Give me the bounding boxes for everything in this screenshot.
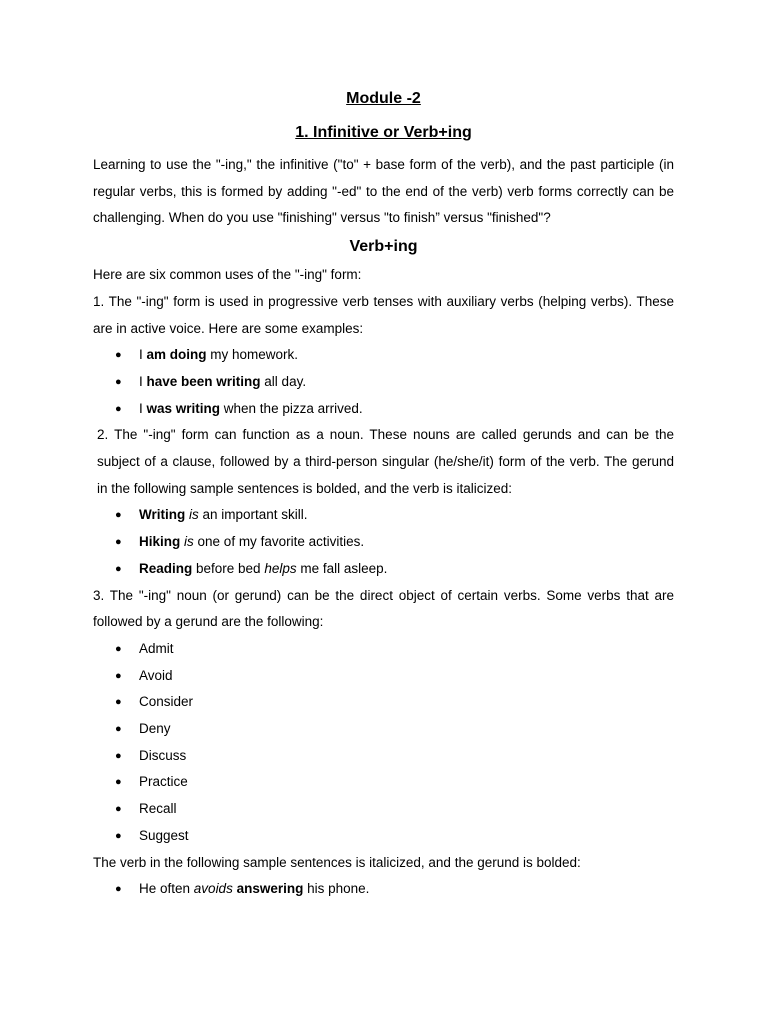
bullet-icon: ● <box>115 509 122 522</box>
bullet-icon: ● <box>115 536 122 549</box>
intro-paragraph: Learning to use the "-ing," the infinitive ("to" + base form of the verb), and the past participle (in regular verbs, this is formed by adding "-ed" to the end of the verb) verb forms correctly can be challenging. When do you use "finishing" versus "to finish” versus "finished"? <box>93 157 674 226</box>
bullet-icon: ● <box>115 375 122 388</box>
bullet-icon: ● <box>115 829 122 842</box>
bullet-icon: ● <box>115 642 122 655</box>
bullet-icon: ● <box>115 696 122 709</box>
list-item: ● Consider <box>93 689 674 716</box>
list-item: ● Recall <box>93 796 674 823</box>
use2-paragraph: 2. The "-ing" form can function as a noun. These nouns are called gerunds and can be the subject of a clause, followed by a third-person singular (he/she/it) form of the verb. The gerund in the following sample sentences is bolded, and the verb is italicized: <box>97 427 674 496</box>
bullet-icon: ● <box>115 669 122 682</box>
bullet-icon: ● <box>115 803 122 816</box>
bullet-icon: ● <box>115 402 122 415</box>
module-title: Module -2 <box>346 90 421 107</box>
list-item: ● Discuss <box>93 743 674 770</box>
list-item: ● Reading before bed helps me fall asleep. <box>93 556 674 583</box>
list-item: ● I have been writing all day. <box>93 369 674 396</box>
list-item: ● I am doing my homework. <box>93 342 674 369</box>
list-item: ● Admit <box>93 636 674 663</box>
use3-examples-list <box>93 876 674 903</box>
bullet-icon: ● <box>115 723 122 736</box>
document-page <box>93 86 674 903</box>
use1-examples-list <box>93 342 674 422</box>
use1-paragraph: 1. The "-ing" form is used in progressive verb tenses with auxiliary verbs (helping verbs). These are in active voice. Here are some examples: <box>93 293 674 336</box>
list-item: ● He often avoids answering his phone. <box>93 876 674 903</box>
list-item: ● I was writing when the pizza arrived. <box>93 396 674 423</box>
list-item: ● Avoid <box>93 663 674 690</box>
six-uses-text: Here are six common uses of the "-ing" form: <box>93 267 362 283</box>
bullet-icon: ● <box>115 883 122 896</box>
list-item: ● Hiking is one of my favorite activities. <box>93 529 674 556</box>
bullet-icon: ● <box>115 749 122 762</box>
section-title: 1. Infinitive or Verb+ing <box>295 124 472 141</box>
bullet-icon: ● <box>115 776 122 789</box>
list-item: ● Practice <box>93 769 674 796</box>
use3-note: The verb in the following sample sentences is italicized, and the gerund is bolded: <box>93 854 581 870</box>
gerund-verbs-list <box>93 636 674 850</box>
list-item: ● Deny <box>93 716 674 743</box>
bullet-icon: ● <box>115 562 122 575</box>
verbing-heading: Verb+ing <box>349 238 418 256</box>
bullet-icon: ● <box>115 349 122 362</box>
use3-paragraph: 3. The "-ing" noun (or gerund) can be the direct object of certain verbs. Some verbs that are followed by a gerund are the following: <box>93 587 674 630</box>
list-item: ● Suggest <box>93 823 674 850</box>
use2-examples-list <box>93 502 674 582</box>
list-item: ● Writing is an important skill. <box>93 502 674 529</box>
